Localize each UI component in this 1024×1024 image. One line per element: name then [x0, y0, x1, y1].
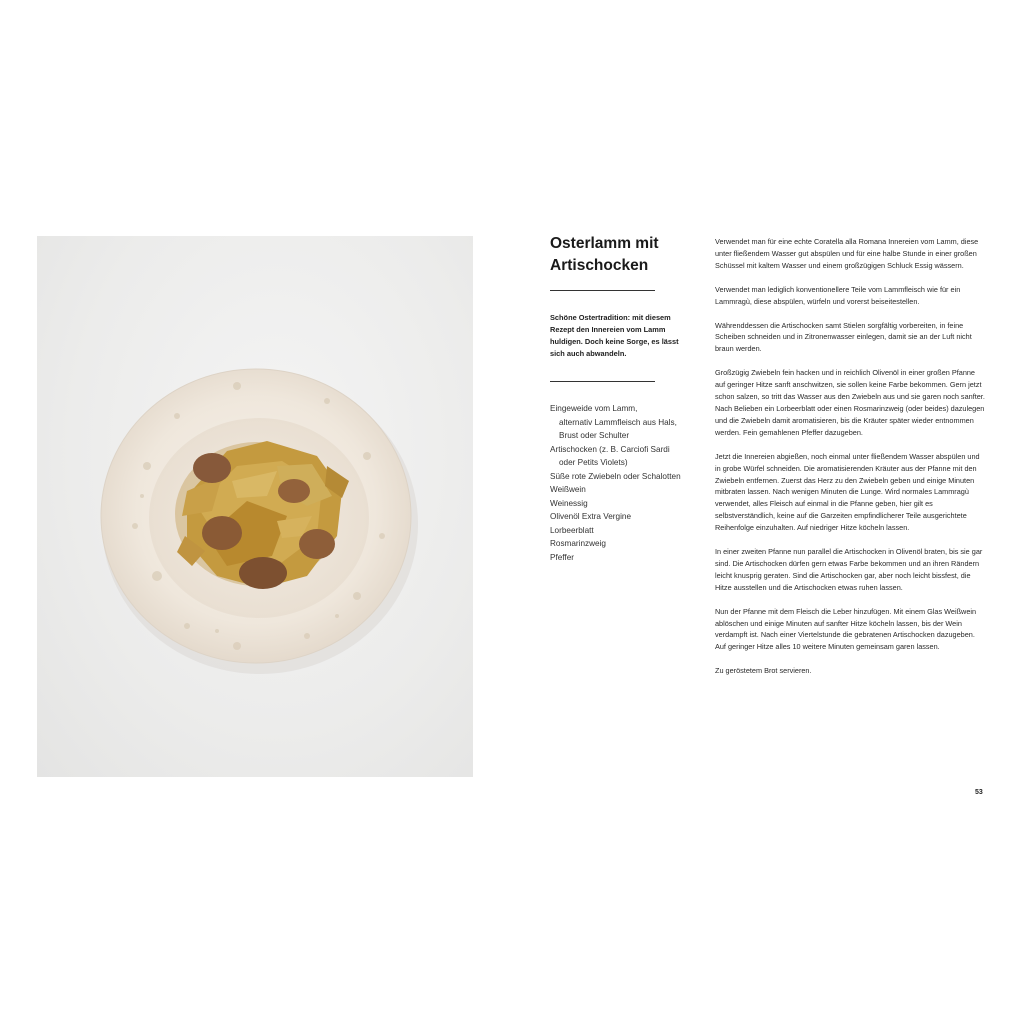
instruction-paragraph: Währenddessen die Artischocken samt Stielen sorgfältig vorbereiten, in feine Scheiben schneiden und in Zitronenwasser einlegen, damit sie an der Luft nicht braun werden.: [715, 320, 972, 354]
page-number: 53: [975, 789, 983, 796]
plate-illustration: [37, 236, 473, 777]
instruction-paragraph: Verwendet man lediglich konventionellere Teile vom Lammfleisch wie für ein Lammragù, diese abspülen, würfeln und vorerst beiseitestellen.: [715, 284, 961, 306]
ingredient-item: Eingeweide vom Lamm, alternativ Lammfleisch aus Hals, Brust oder Schulter: [550, 404, 677, 440]
intro-divider: [550, 381, 655, 382]
instruction-paragraph: Verwendet man für eine echte Coratella alla Romana Innereien vom Lamm, diese unter fließendem Wasser gut abspülen und für eine halbe Stunde in einer großen Schüssel mit kaltem Wasser und einem großzügigen Schluck Essig wässern.: [715, 237, 979, 270]
ingredient-item: Pfeffer: [550, 552, 574, 562]
recipe-title: Osterlamm mit Artischocken: [550, 235, 659, 274]
ingredient-item: Weißwein: [550, 485, 586, 494]
instruction-paragraph: Nun der Pfanne mit dem Fleisch die Leber hinzufügen. Mit einem Glas Weißwein ablöschen und einige Minuten auf sanfter Hitze köcheln lassen, bis der Wein verdampft ist. Nach einer Viertelstunde die gebratenen Artischocken dazugeben. Auf geringer Hitze alles 10 weitere Minuten gemeinsam garen lassen.: [715, 606, 977, 652]
dish-photo: [37, 236, 473, 777]
ingredient-item: Artischocken (z. B. Carciofi Sardi oder Petits Violets): [550, 444, 670, 467]
instruction-paragraph: In einer zweiten Pfanne nun parallel die Artischocken in Olivenöl braten, bis sie gar sind. Die Artischocken dürfen gern etwas Farbe bekommen und an ihren Rändern leicht knusprig geraten. Sind die Artischocken gar, aber noch leicht bissfest, die Hitze ausstellen und die Artischocken etwas ruhen lassen.: [715, 547, 983, 592]
instruction-paragraph: Zu geröstetem Brot servieren.: [715, 666, 812, 676]
ingredient-item: Rosmarinzweig: [550, 539, 606, 548]
ingredient-item: Süße rote Zwiebeln oder Schalotten: [550, 471, 681, 481]
ingredient-item: Weinessig: [550, 498, 588, 508]
ingredient-list: [550, 402, 710, 564]
instruction-paragraph: Jetzt die Innereien abgießen, noch einmal unter fließendem Wasser abspülen und in grobe Würfel schneiden. Die aromatisierenden Kräuter aus der Pfanne mit den Zwiebeln entfernen. Zuerst das Herz zu den Zwiebeln geben und einige Minuten mitbraten lassen. Nach wenigen Minuten die Lunge. Wird normales Lammragù verwendet, alles Fleisch auf einmal in die Pfanne geben, hier gilt es selbstverständlich, keine auf die Garzeiten empfindlicherer Teile ausgerichtete Reihenfolge einzuhalten. Auf niedriger Hitze köcheln lassen.: [715, 451, 980, 533]
instruction-paragraph: Großzügig Zwiebeln fein hacken und in reichlich Olivenöl in einer großen Pfanne auf geringer Hitze sanft anschwitzen, sie sollen keine Farbe bekommen. Gern jetzt schon salzen, so tritt das Wasser aus den Zwiebeln aus und sie garen noch sanfter. Nach Belieben ein Lorbeerblatt oder einen Rosmarinzweig (oder beides) dazulegen und die Zwiebeln damit aromatisieren, bis die Kräuter später wieder entnommen werden. Fein gemahlenen Pfeffer dazugeben.: [715, 368, 985, 437]
ingredient-item: Lorbeerblatt: [550, 525, 594, 535]
title-divider: [550, 290, 655, 291]
ingredient-item: Olivenöl Extra Vergine: [550, 512, 632, 521]
recipe-intro: Schöne Ostertradition: mit diesem Rezept den Innereien vom Lamm huldigen. Doch keine Sorge, es lässt sich auch abwandeln.: [550, 313, 679, 358]
recipe-instructions: [715, 236, 987, 689]
